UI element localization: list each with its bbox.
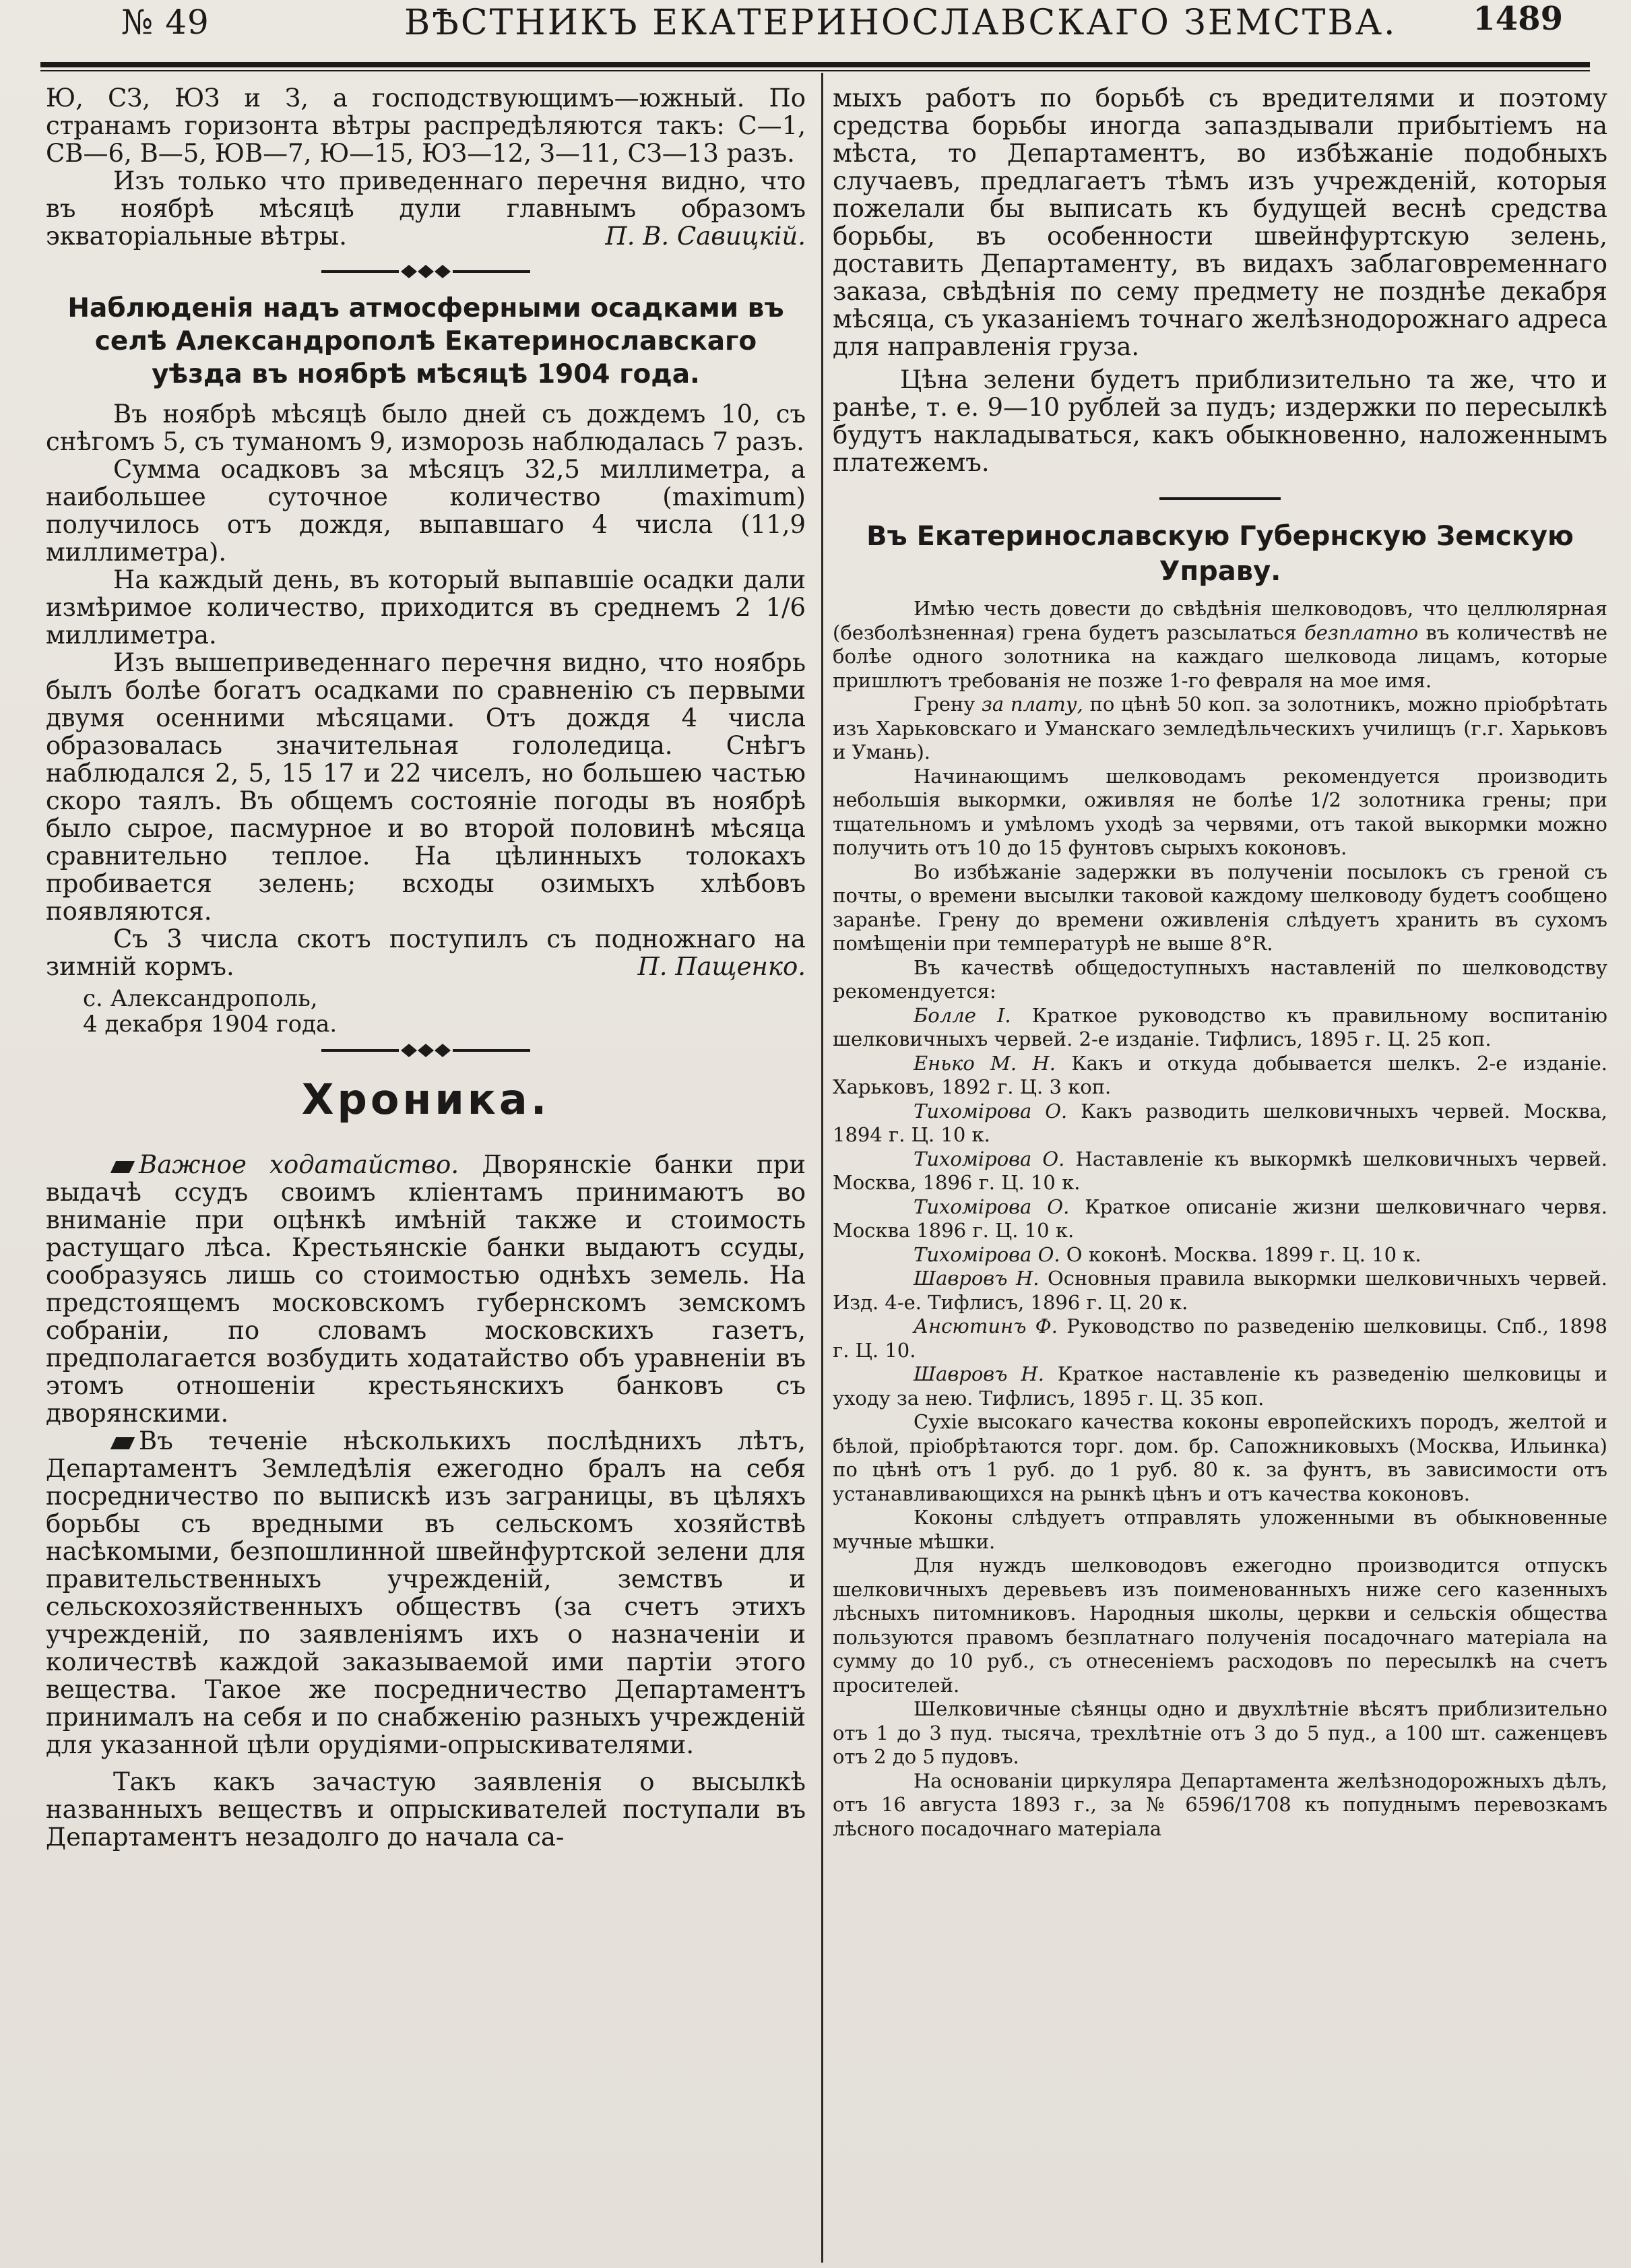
ornament-icon <box>321 1042 530 1059</box>
chronicle-item-2 <box>46 1427 806 1759</box>
list-item <box>833 1004 1607 1052</box>
silk-paragraph-1-a: Имѣю честь довести до свѣдѣнія шелководовъ, что целлюлярная (безболѣзненная) грена будетъ разсылаться <box>833 597 1607 644</box>
list-item <box>833 1243 1607 1267</box>
precip-paragraph-5-text: Съ 3 числа скотъ поступилъ съ подножнаго на зимній кормъ. <box>46 924 806 981</box>
wind-conclusion-text: Изъ только что приведеннаго перечня видно, что въ ноябрѣ мѣсяцѣ дули главнымъ образомъ экваторіальные вѣтры. <box>46 166 806 251</box>
place-line: с. Александрополь, <box>83 985 318 1012</box>
dept-paragraph-2: Цѣна зелени будетъ приблизительно та же, что и ранѣе, т. е. 9—10 рублей за пудъ; издержки по пересылкѣ будутъ накладываться, какъ обыкновенно, наложеннымъ платежемъ. <box>833 365 1607 477</box>
chronicle-item-2-text: Въ теченіе нѣсколькихъ послѣднихъ лѣтъ, Департаментъ Земледѣлія ежегодно бралъ на себя посредничество по выпискѣ изъ заграницы, въ цѣляхъ борьбы съ вредными въ сельскомъ хозяйствѣ насѣкомыми, безпошлинной швейнфуртской зелени для правительственныхъ учрежденій, земствъ и сельскохозяйственныхъ обществъ (за счетъ этихъ учрежденій, по заявленіямъ ихъ о назначеніи и количествѣ каждой заказываемой ими партіи этого вещества. Такое же посредничество Департаментъ принималъ на себя и по снабженію разныхъ учрежденій для указанной цѣли орудіями-опрыскивателями. <box>46 1426 806 1759</box>
list-item <box>833 1052 1607 1100</box>
short-rule <box>833 490 1607 503</box>
silk-paragraph-1-b: въ количествѣ не болѣе одного золотника на каждаго шелковода лицамъ, которые пришлютъ требованія не позже 1-го февраля на мое имя. <box>833 621 1607 692</box>
wind-paragraph: Ю, СЗ, ЮЗ и З, а господствующимъ—южный. По странамъ горизонта вѣтры распредѣляются такъ: С—1, СВ—6, В—5, ЮВ—7, Ю—15, ЮЗ—12, З—11, СЗ—13 разъ. <box>46 84 806 168</box>
silk-paragraph-4: Во избѣжаніе задержки въ полученіи посылокъ съ греной съ почты, о времени высылки таковой каждому шелководу будетъ сообщено заранѣе. Грену до времени оживленія слѣдуетъ хранить въ сухомъ помѣщеніи при температурѣ не выше 8°R. <box>833 860 1607 955</box>
ornament-divider-2 <box>46 1042 806 1061</box>
precipitation-heading: Наблюденія надъ атмосферными осадками въ селѣ Александрополѣ Екатеринославскаго уѣзда въ ноябрѣ мѣсяцѣ 1904 года. <box>67 293 784 389</box>
author-signature: П. В. Савицкій. <box>605 222 806 251</box>
silk-paragraph-5: Въ качествѣ общедоступныхъ наставленій по шелководству рекомендуется: <box>833 955 1607 1003</box>
chronicle-item-1-lead: Важное ходатайство. <box>139 1150 459 1179</box>
bullet-icon <box>110 1161 135 1173</box>
book-author: Шавровъ Н. <box>914 1362 1044 1385</box>
chronicle-heading: Хроника. <box>301 1075 550 1124</box>
book-list <box>833 1004 1607 1411</box>
silk-paragraph-9: Шелковичные сѣянцы одно и двухлѣтніе вѣсятъ приблизительно отъ 1 до 3 пуд. тысяча, трехлѣтніе отъ 3 до 5 пуд., а 100 шт. саженцевъ отъ 2 до 5 пудовъ. <box>833 1697 1607 1768</box>
book-author: Ансютинъ Ф. <box>914 1315 1058 1337</box>
date-line: 4 декабря 1904 года. <box>83 1011 338 1038</box>
book-author: Болле I. <box>914 1003 1011 1027</box>
book-author: Тихомірова О. <box>914 1147 1065 1170</box>
silk-paragraph-6: Сухіе высокаго качества коконы европейскихъ породъ, желтой и бѣлой, пріобрѣтаются торг. дом. бр. Сапожниковыхъ (Москва, Ильинка) по цѣнѣ отъ 1 руб. до 1 руб. 80 к. за фунтъ, въ зависимости отъ устанавливающихся на рынкѣ цѣнъ и отъ качества коконовъ. <box>833 1410 1607 1505</box>
column-divider <box>821 73 823 2263</box>
precip-paragraph-1: Въ ноябрѣ мѣсяцѣ было дней съ дождемъ 10, съ снѣгомъ 5, съ туманомъ 9, изморозь наблюдалась 7 разъ. <box>46 400 806 456</box>
book-author: Тихомірова О. <box>914 1242 1060 1266</box>
silk-paragraph-1 <box>833 597 1607 693</box>
chronicle-item-1 <box>46 1151 806 1427</box>
list-item <box>833 1147 1607 1195</box>
book-text: Краткое наставленіе къ разведенію шелковицы и уходу за нею. Тифлисъ, 1895 г. Ц. 35 коп. <box>833 1362 1608 1410</box>
silk-paragraph-10: На основаніи циркуляра Департамента желѣзнодорожныхъ дѣлъ, отъ 16 августа 1893 г., за № 6596/1708 къ попуднымъ перевозкамъ лѣсного посадочнаго матеріала <box>833 1769 1607 1840</box>
silk-paragraph-2-b: по цѣнѣ 50 коп. за золотникъ, можно пріобрѣтать изъ Харьковскаго и Уманскаго земледѣльческихъ училищъ (г.г. Харьковъ и Умань). <box>833 693 1607 763</box>
list-item <box>833 1195 1607 1243</box>
precip-paragraph-3: На каждый день, въ который выпавшіе осадки дали измѣримое количество, приходится въ среднемъ 2 1/6 миллиметра. <box>46 565 806 650</box>
silk-paragraph-3: Начинающимъ шелководамъ рекомендуется производить небольшія выкормки, оживляя не болѣе 1/2 золотника грены; при тщательномъ и умѣломъ уходѣ за червями, отъ такой выкормки можно получить отъ 10 до 15 фунтовъ сырыхъ коконовъ. <box>833 764 1607 859</box>
wind-conclusion <box>46 167 806 250</box>
book-author: Шавровъ Н. <box>914 1267 1040 1290</box>
precip-paragraph-5 <box>46 925 806 980</box>
book-author: Тихомірова О. <box>914 1099 1068 1123</box>
issue-number: № 49 <box>121 3 210 42</box>
book-text: Краткое описаніе жизни шелковичнаго червя. Москва 1896 г. Ц. 10 к. <box>833 1195 1607 1242</box>
chronicle-item-1-text: Дворянскіе банки при выдачѣ ссудъ своимъ кліентамъ принимаютъ во вниманіе при оцѣнкѣ имѣній также и стоимость растущаго лѣса. Крестьянскіе банки выдаютъ ссуды, сообразуясь лишь со стоимостью однѣхъ земель. На предстоящемъ московскомъ губернскомъ земскомъ собраніи, по словамъ московскихъ газетъ, предполагается возбудить ходатайство объ уравненіи въ этомъ отношеніи крестьянскихъ банковъ съ дворянскими. <box>46 1150 806 1428</box>
right-column <box>833 84 1607 1841</box>
precip-paragraph-2: Сумма осадковъ за мѣсяцъ 32,5 миллиметра, а наибольшее суточное количество (maximum) получилось отъ дождя, выпавшаго 4 числа (11,9 миллиметра). <box>46 455 806 567</box>
book-author: Тихомірова О. <box>914 1195 1070 1218</box>
silk-paragraph-2-a: Грену <box>914 693 982 716</box>
header-rule <box>40 62 1590 67</box>
book-text: Краткое руководство къ правильному воспитанію шелковичныхъ червей. 2-е изданіе. Тифлисъ, 1895 г. Ц. 25 коп. <box>833 1003 1607 1050</box>
bullet-icon <box>110 1437 135 1449</box>
book-text: Основныя правила выкормки шелковичныхъ червей. Изд. 4-е. Тифлисъ, 1896 г. Ц. 20 к. <box>833 1267 1608 1314</box>
book-text: Руководство по разведенію шелковицы. Спб., 1898 г. Ц. 10. <box>833 1315 1607 1362</box>
book-text: Наставленіе къ выкормкѣ шелковичныхъ червей. Москва, 1896 г. Ц. 10 к. <box>833 1147 1607 1194</box>
page-number: 1489 <box>1473 0 1563 38</box>
ornament-icon <box>321 263 530 280</box>
address-heading: Въ Екатеринославскую Губернскую Земскую Управу. <box>866 521 1574 587</box>
left-column <box>46 84 806 1851</box>
silk-paragraph-2-paid: за плату, <box>982 693 1083 716</box>
list-item <box>833 1315 1607 1362</box>
masthead-title: ВѢСТНИКЪ ЕКАТЕРИНОСЛАВСКАГО ЗЕМСТВА. <box>404 3 1397 43</box>
book-text: Какъ и откуда добывается шелкъ. 2-е изданіе. Харьковъ, 1892 г. Ц. 3 коп. <box>833 1051 1607 1098</box>
chronicle-item-3: Такъ какъ зачастую заявленія о высылкѣ названныхъ веществъ и опрыскивателей поступали въ Департаментъ незадолго до начала са- <box>46 1767 806 1852</box>
list-item <box>833 1267 1607 1315</box>
precip-paragraph-4: Изъ вышеприведеннаго перечня видно, что ноябрь былъ болѣе богатъ осадками по сравненію съ первыми двумя осенними мѣсяцами. Отъ дождя 4 числа образовалась значительная гололедица. Снѣгъ наблюдался 2, 5, 15 17 и 22 чиселъ, но большею частью скоро таялъ. Въ общемъ состояніе погоды въ ноябрѣ было сырое, пасмурное и во второй половинѣ мѣсяца сравнительно теплое. На цѣлинныхъ толокахъ пробивается зелень; всходы озимыхъ хлѣбовъ появляются. <box>46 648 806 926</box>
silk-paragraph-2 <box>833 693 1607 765</box>
book-text: Какъ разводить шелковичныхъ червей. Москва, 1894 г. Ц. 10 к. <box>833 1099 1607 1146</box>
silk-paragraph-8: Для нуждъ шелководовъ ежегодно производится отпускъ шелковичныхъ деревьевъ изъ поименованныхъ ниже сего казенныхъ лѣсныхъ питомниковъ. Народныя школы, церкви и сельскія общества пользуются правомъ безплатнаго полученія посадочнаго матеріала на сумму до 10 руб., съ отнесеніемъ расходовъ по пересылкѣ на счетъ просителей. <box>833 1554 1607 1697</box>
dept-paragraph-1: мыхъ работъ по борьбѣ съ вредителями и поэтому средства борьбы иногда запаздывали прибытіемъ на мѣста, то Департаментъ, во избѣжаніе подобныхъ случаевъ, предлагаетъ тѣмъ изъ учрежденій, которыя пожелали бы выписать къ будущей веснѣ средства борьбы, въ особенности швейнфуртскую зелень, доставить Департаменту, въ видахъ заблаговременнаго заказа, свѣдѣнія по сему предмету не позднѣе декабря мѣсяца, съ указаніемъ точнаго желѣзнодорожнаго адреса для направленія груза. <box>833 84 1607 361</box>
author-signature-2: П. Пащенко. <box>637 952 806 981</box>
list-item <box>833 1362 1607 1410</box>
list-item <box>833 1100 1607 1147</box>
book-text: О коконѣ. Москва. 1899 г. Ц. 10 к. <box>1060 1242 1421 1266</box>
header-rule-thin <box>40 70 1590 71</box>
book-author: Енько М. Н. <box>914 1051 1056 1075</box>
silk-paragraph-7: Коконы слѣдуетъ отправлять уложенными въ обыкновенные мучные мѣшки. <box>833 1506 1607 1553</box>
ornament-divider <box>46 254 806 282</box>
silk-paragraph-1-free: безплатно <box>1304 621 1419 644</box>
